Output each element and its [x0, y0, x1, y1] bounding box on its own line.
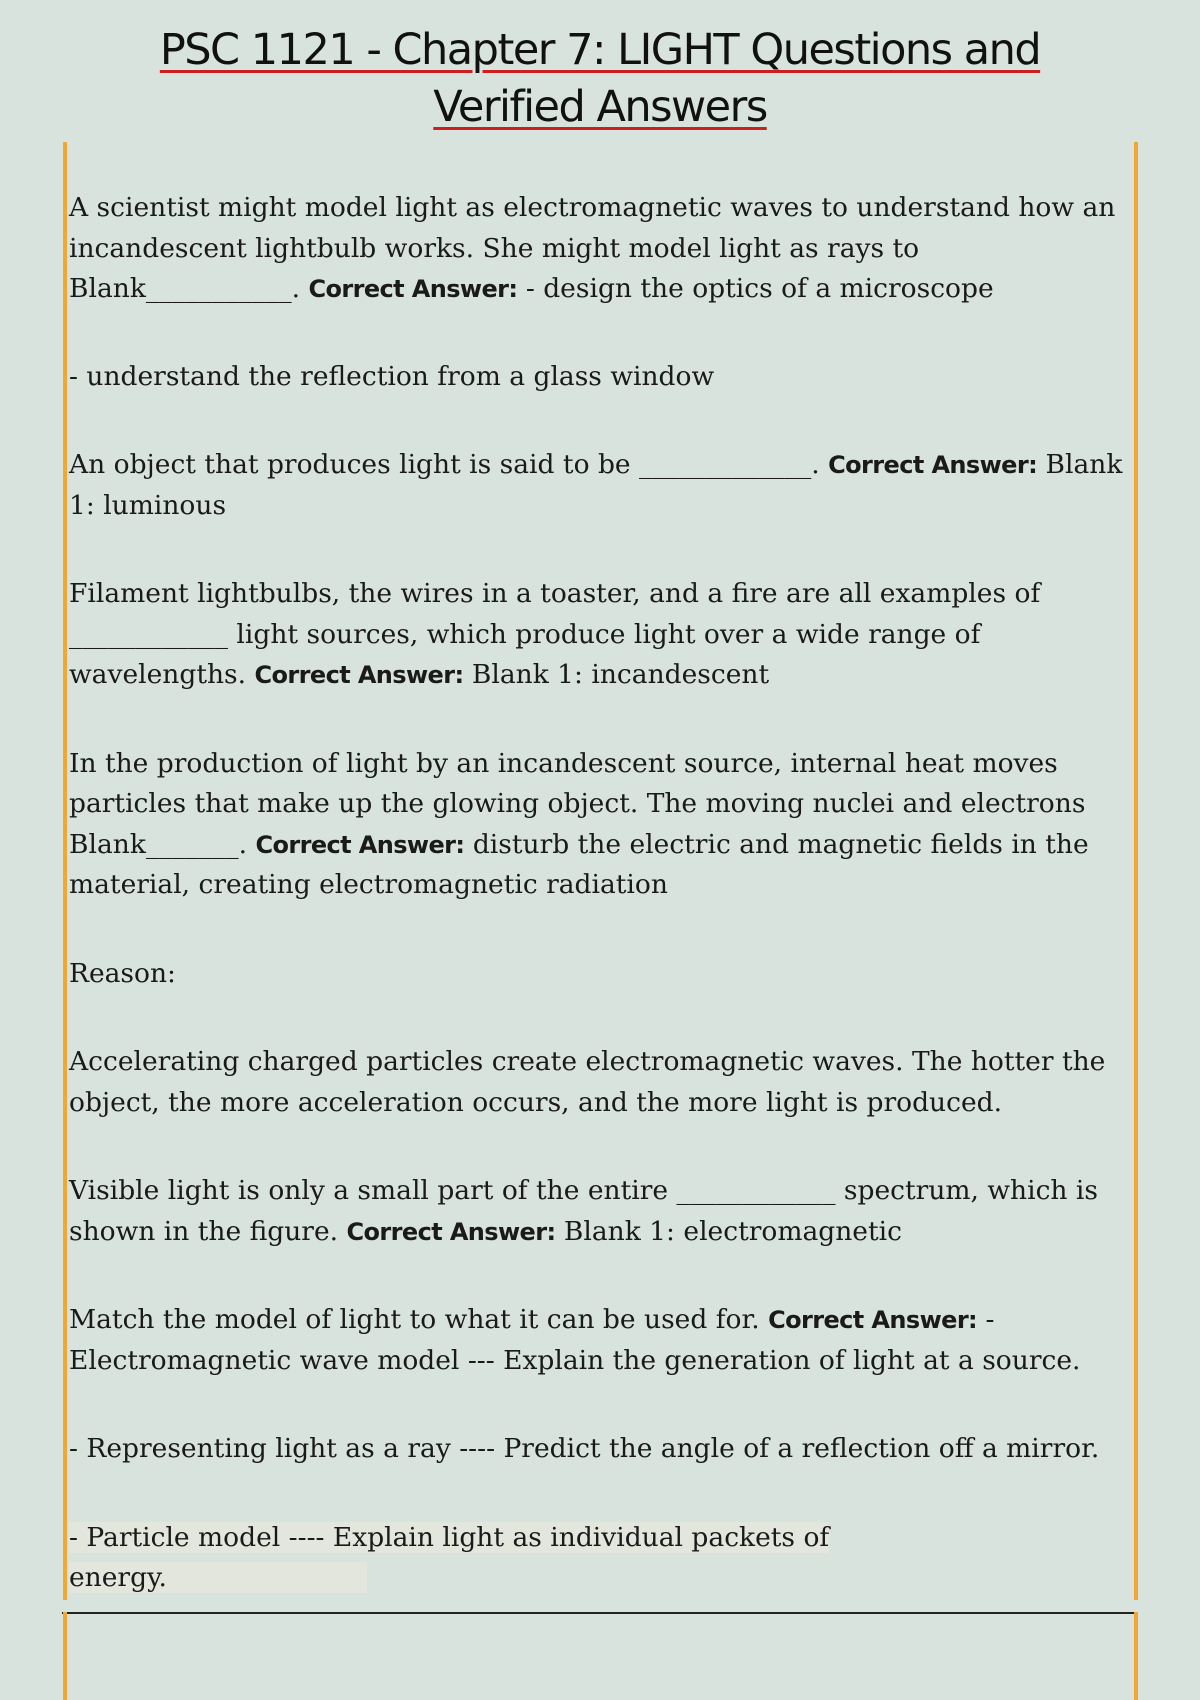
qa-item-6: [69, 1300, 1129, 1381]
question-text: An object that produces light is said to be _____________.: [69, 449, 820, 480]
match-item-particle: - Particle model ---- Explain light as individual packets of energy.: [69, 1521, 830, 1593]
qa-item-1: [69, 188, 1129, 310]
answer-text: disturb the electric and magnetic fields in the material, creating electromagnetic radiation: [69, 828, 1089, 900]
left-border: [63, 142, 67, 1600]
answer-text: - Electromagnetic wave model --- Explain the generation of light at a source.: [69, 1304, 1081, 1376]
title-line-1: PSC 1121 - Chapter 7: LIGHT Questions and: [159, 25, 1041, 75]
question-text: Match the model of light to what it can be used for.: [69, 1304, 760, 1335]
qa-list: [69, 188, 1129, 1647]
correct-answer-label: Correct Answer:: [254, 661, 464, 689]
reason-label: Reason:: [69, 957, 176, 989]
page-title: [0, 22, 1200, 136]
title-line-2: Verified Answers: [433, 82, 767, 132]
right-border-next-page: [1134, 1612, 1138, 1700]
question-text: In the production of light by an incandescent source, internal heat moves particles that make up the glowing object. The moving nuclei and electrons Blank_______.: [69, 747, 1086, 860]
correct-answer-label: Correct Answer:: [828, 451, 1038, 479]
qa-item-2: [69, 445, 1129, 526]
answer-text: Blank 1: incandescent: [463, 659, 770, 690]
match-item-ray: - Representing light as a ray ---- Predict the angle of a reflection off a mirror.: [69, 1433, 1100, 1464]
correct-answer-label: Correct Answer:: [768, 1306, 978, 1334]
answer-text: - design the optics of a microscope: [517, 273, 994, 304]
qa-item-3: [69, 574, 1129, 696]
right-border: [1134, 142, 1138, 1600]
question-text: A scientist might model light as electromagnetic waves to understand how an incandescent lightbulb works. She might model light as rays to Blank___________.: [69, 192, 1116, 304]
left-border-next-page: [63, 1612, 67, 1700]
correct-answer-label: Correct Answer:: [255, 830, 465, 859]
answer-text: Blank 1: luminous: [69, 449, 1123, 521]
qa-item-4: [69, 744, 1129, 906]
answer-text: Blank 1: electromagnetic: [555, 1215, 902, 1247]
answer-continuation: - understand the reflection from a glass window: [69, 360, 715, 392]
question-text: Visible light is only a small part of the entire ____________ spectrum, which is shown in the figure.: [69, 1175, 1098, 1247]
question-text: Filament lightbulbs, the wires in a toaster, and a fire are all examples of ____________ light sources, which produce light over a wide range of wavelengths.: [69, 578, 1041, 690]
correct-answer-label: Correct Answer:: [346, 1217, 556, 1246]
qa-item-5: [69, 1171, 1129, 1252]
reason-text: Accelerating charged particles create electromagnetic waves. The hotter the object, the more acceleration occurs, and the more light is produced.: [69, 1046, 1106, 1118]
correct-answer-label: Correct Answer:: [308, 275, 518, 303]
